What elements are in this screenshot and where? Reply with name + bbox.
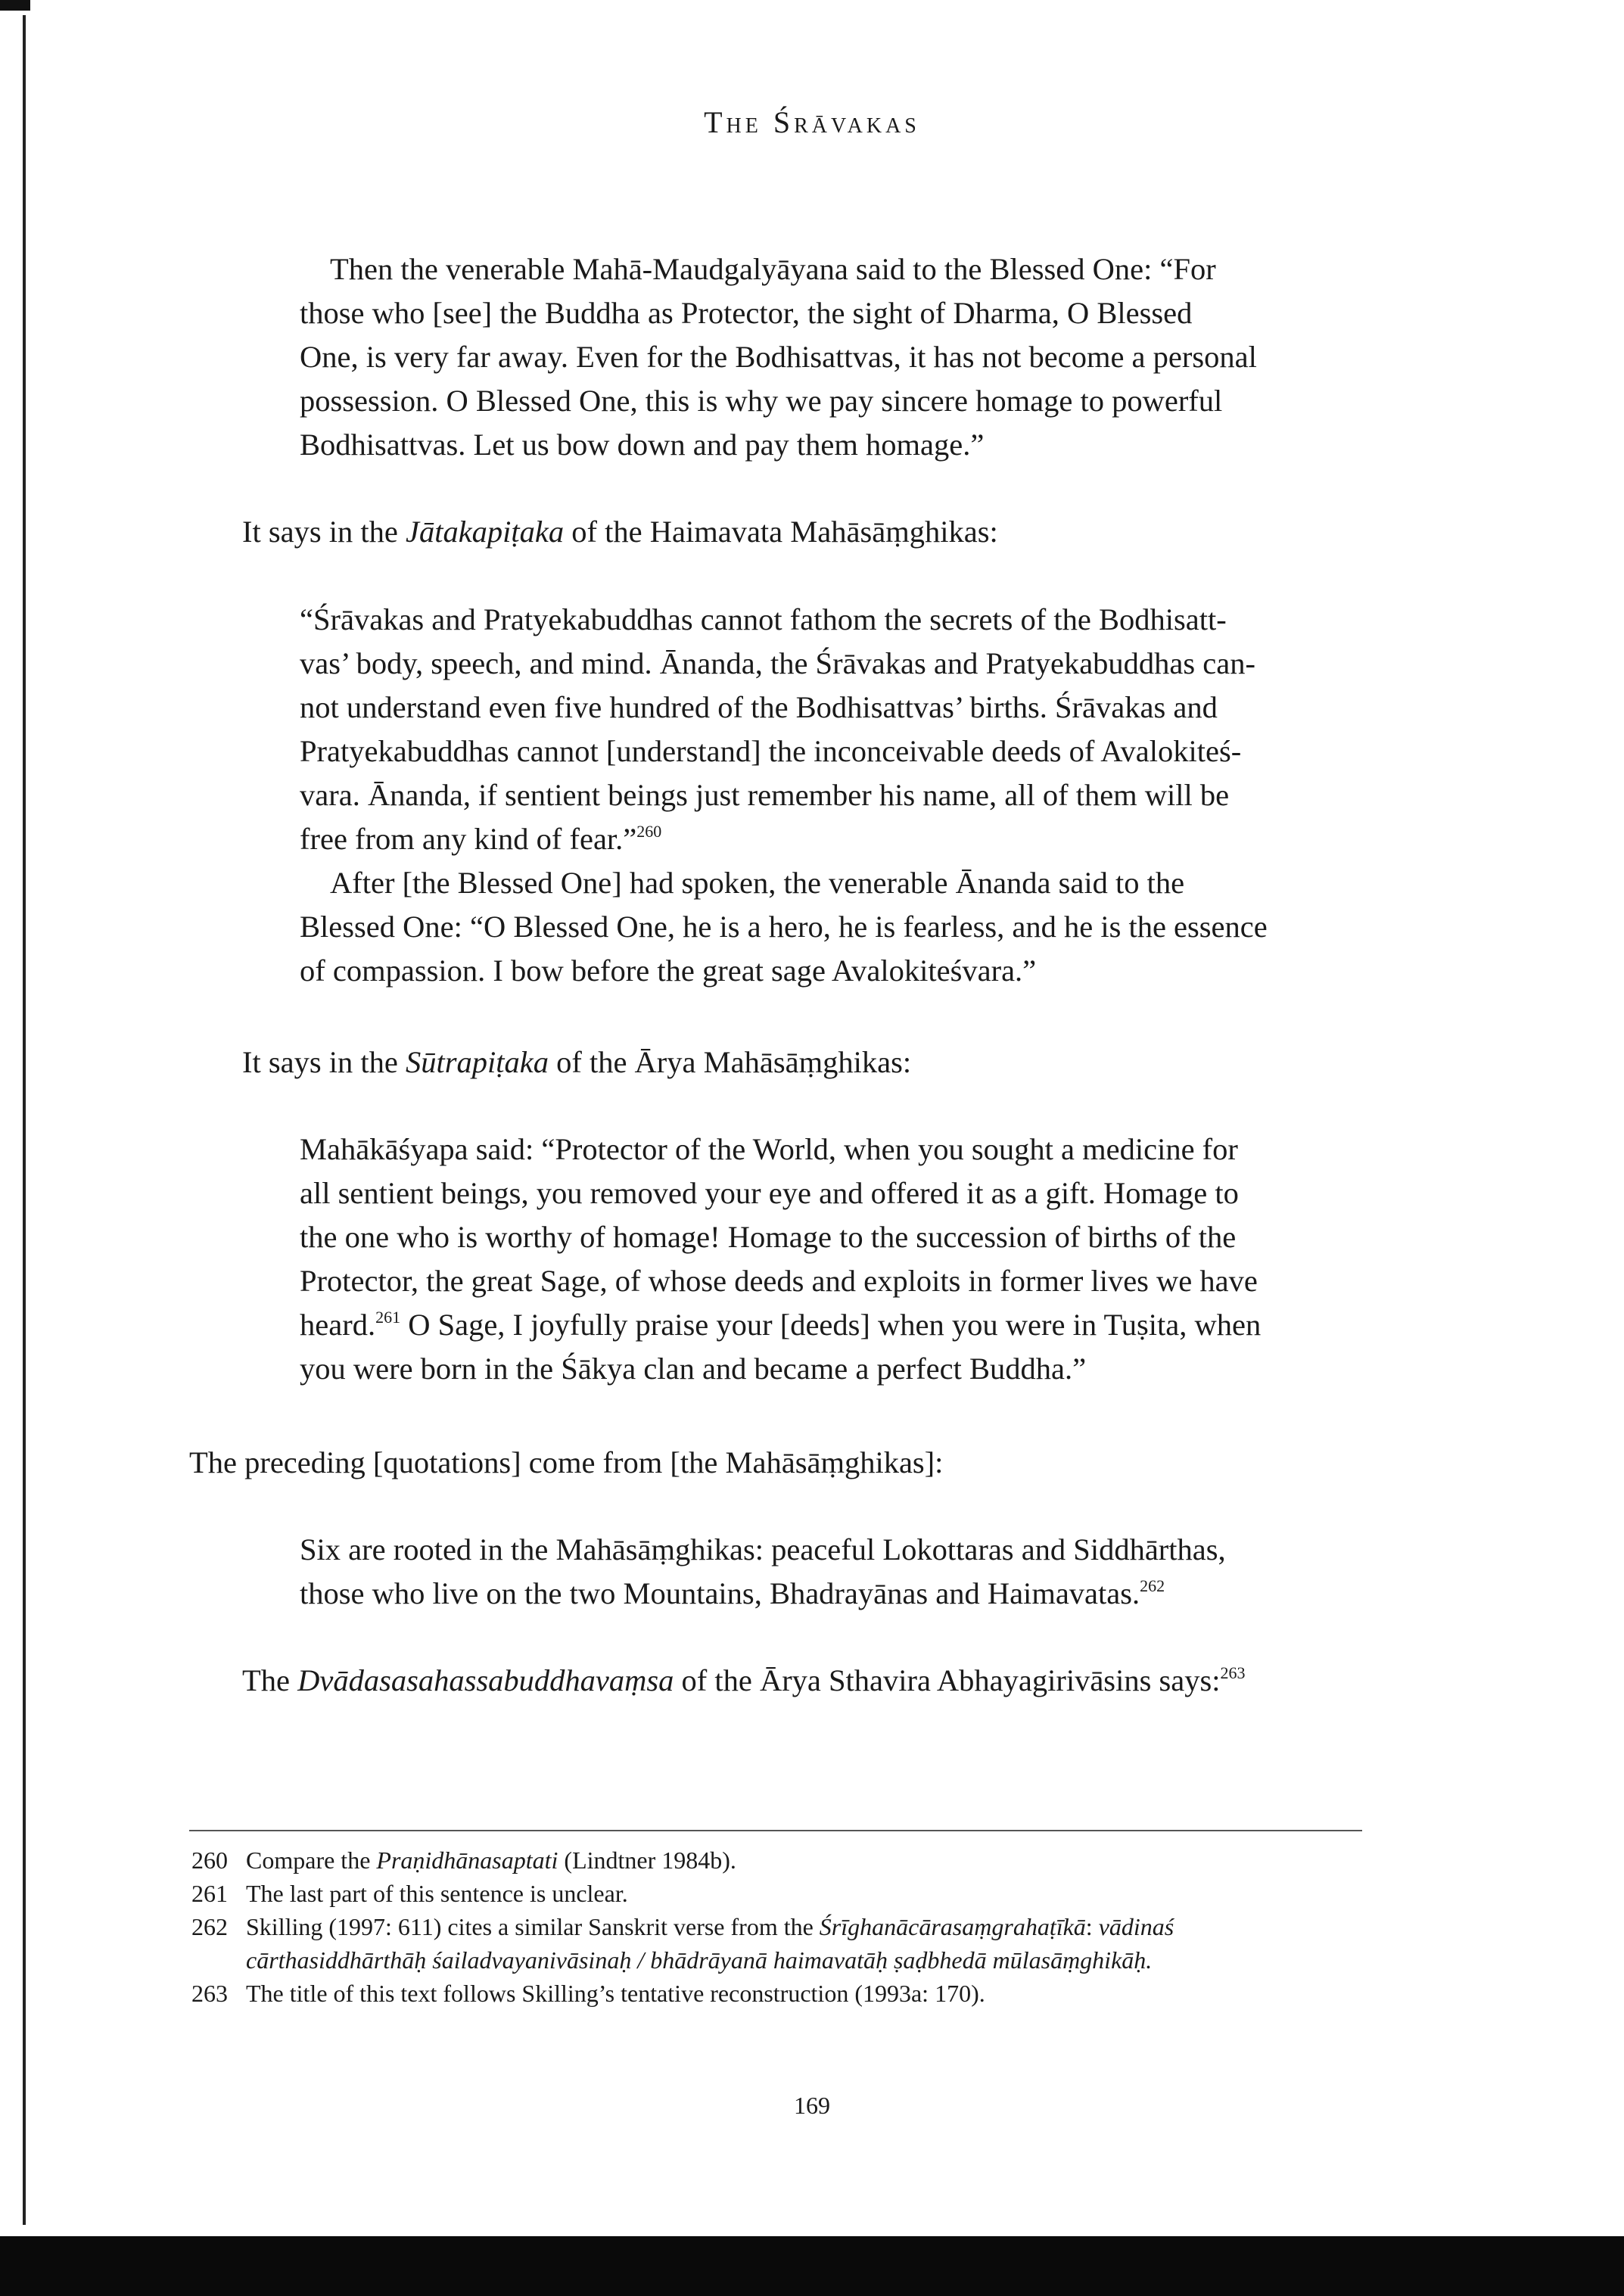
footnote-260 — [191, 1843, 1372, 1877]
quote-line: vas’ body, speech, and mind. Ānanda, the Śrāvakas and Pratyekabuddhas can- — [300, 646, 1255, 680]
footnote-text: The last part of this sentence is unclear. — [246, 1880, 628, 1907]
footnote-263 — [191, 1977, 1372, 2010]
footnote-ref: 260 — [636, 822, 662, 841]
work-title: Dvādasasahassabuddhavaṃsa — [297, 1663, 674, 1697]
quote-line: the one who is worthy of homage! Homage to the succession of births of the — [300, 1220, 1237, 1254]
quote-maudgalyayana — [300, 247, 1356, 467]
footnote-261 — [191, 1877, 1372, 1910]
footnote-ref: 261 — [375, 1308, 401, 1327]
quote-line: Protector, the great Sage, of whose deeds and exploits in former lives we have — [300, 1264, 1258, 1298]
footnote-text: : — [1085, 1913, 1099, 1940]
footnote-number: 263 — [191, 1980, 228, 2007]
quote-line: those who [see] the Buddha as Protector, the sight of Dharma, O Blessed — [300, 296, 1193, 330]
footnote-number: 261 — [191, 1880, 228, 1907]
quote-line: all sentient beings, you removed your eye and offered it as a gift. Homage to — [300, 1176, 1239, 1210]
quote-line: of compassion. I bow before the great sage Avalokiteśvara.” — [300, 954, 1037, 988]
quote-line: you were born in the Śākya clan and became a perfect Buddha.” — [300, 1352, 1087, 1386]
quote-line: One, is very far away. Even for the Bodhisattvas, it has not become a personal — [300, 340, 1257, 374]
quote-line: vara. Ānanda, if sentient beings just remember his name, all of them will be — [300, 778, 1230, 812]
intro-text: of the Ārya Mahāsāṃghikas: — [548, 1045, 912, 1079]
work-title: Praṇidhānasaptati — [376, 1846, 558, 1874]
footnote-text: Skilling (1997: 611) cites a similar Sanskrit verse from the — [246, 1913, 820, 1940]
running-head: The Śrāvakas — [704, 105, 920, 139]
scan-binding-edge — [23, 15, 26, 2225]
intro-preceding — [189, 1441, 1370, 1485]
quote-line: Mahākāśyapa said: “Protector of the World, when you sought a medicine for — [300, 1132, 1238, 1166]
scan-edge-mark — [0, 0, 30, 11]
quote-sravakas — [300, 598, 1356, 993]
quote-line: “Śrāvakas and Pratyekabuddhas cannot fathom the secrets of the Bodhisatt- — [300, 602, 1227, 636]
verse-line: Six are rooted in the Mahāsāṃghikas: peaceful Lokottaras and Siddhārthas, — [300, 1532, 1226, 1566]
intro-jatakapitaka — [242, 510, 1377, 554]
intro-text: of the Haimavata Mahāsāṃghikas: — [564, 515, 998, 549]
footnote-number: 260 — [191, 1846, 228, 1874]
footnote-number: 262 — [191, 1913, 228, 1940]
intro-text: It says in the — [242, 515, 406, 549]
work-title: Jātakapiṭaka — [405, 515, 565, 549]
quote-line: possession. O Blessed One, this is why we pay sincere homage to powerful — [300, 384, 1223, 418]
footnote-ref: 263 — [1220, 1663, 1246, 1682]
intro-text: of the Ārya Sthavira Abhayagirivāsins says: — [674, 1663, 1221, 1697]
scan-bottom-edge — [0, 2236, 1624, 2296]
quote-line: After [the Blessed One] had spoken, the venerable Ānanda said to the — [330, 866, 1185, 900]
verse-schools — [300, 1528, 1356, 1616]
work-title: Śrīghanācārasaṃgrahaṭīkā — [819, 1913, 1086, 1940]
intro-sutrapitaka — [242, 1041, 1377, 1084]
quote-line: Then the venerable Mahā-Maudgalyāyana said to the Blessed One: “For — [330, 252, 1216, 286]
quote-line: heard. — [300, 1308, 376, 1342]
footnotes — [191, 1843, 1372, 2010]
quote-line: Bodhisattvas. Let us bow down and pay them homage.” — [300, 428, 985, 462]
footnote-ref: 262 — [1140, 1576, 1165, 1595]
footnote-text: Compare the — [246, 1846, 377, 1874]
intro-text: It says in the — [242, 1045, 406, 1079]
intro-text: The preceding [quotations] come from [the Mahāsāṃghikas]: — [189, 1445, 944, 1479]
quote-line: free from any kind of fear.” — [300, 822, 637, 856]
quote-mahakasyapa — [300, 1128, 1356, 1391]
sanskrit-verse: cārthasiddhārthāḥ śailadvayanivāsinaḥ / bhādrāyanā haimavatāḥ ṣaḍbhedā mūlasāṃghikāḥ. — [246, 1946, 1153, 1974]
footnote-262 — [191, 1910, 1372, 1977]
footnote-text: (Lindtner 1984b). — [558, 1846, 736, 1874]
quote-line: not understand even five hundred of the Bodhisattvas’ births. Śrāvakas and — [300, 690, 1218, 724]
quote-line: Blessed One: “O Blessed One, he is a hero, he is fearless, and he is the essence — [300, 910, 1268, 944]
intro-text: The — [242, 1663, 298, 1697]
verse-line: those who live on the two Mountains, Bhadrayānas and Haimavatas. — [300, 1576, 1140, 1610]
quote-line: O Sage, I joyfully praise your [deeds] when you were in Tuṣita, when — [400, 1308, 1262, 1342]
footnote-text: The title of this text follows Skilling’s tentative reconstruction (1993a: 170). — [246, 1980, 985, 2007]
quote-line: Pratyekabuddhas cannot [understand] the inconceivable deeds of Avalokiteś- — [300, 734, 1242, 768]
footnote-divider — [189, 1830, 1362, 1831]
intro-dvadasa — [242, 1659, 1377, 1703]
work-title: Sūtrapiṭaka — [405, 1045, 549, 1079]
page-number: 169 — [794, 2092, 830, 2119]
sanskrit-verse: vādinaś — [1098, 1913, 1174, 1940]
